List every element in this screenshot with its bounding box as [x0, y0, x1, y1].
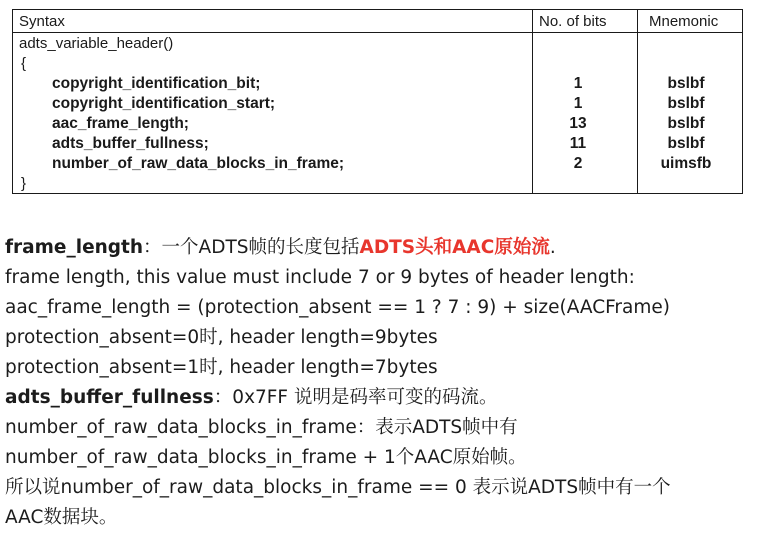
field-bits: 1: [573, 75, 583, 92]
field-bits: 1: [573, 95, 583, 112]
text-line: [5, 383, 671, 413]
text-line: [5, 233, 671, 263]
text-span: .: [549, 237, 556, 258]
text-span: ：0x7FF 说明是码率可变的码流。: [213, 387, 498, 408]
header-bits: No. of bits: [539, 13, 607, 30]
text-line: frame length, this value must include 7 or 9 bytes of header length:: [5, 267, 635, 288]
syntax-table: [12, 9, 743, 194]
text-line: aac_frame_length = (protection_absent == 1 ? 7 : 9) + size(AACFrame): [5, 297, 670, 318]
text-line: AAC数据块。: [5, 507, 118, 528]
field-bits: 2: [573, 155, 583, 172]
description-text: [5, 233, 671, 533]
field-bits: 11: [569, 135, 587, 152]
text-line: number_of_raw_data_blocks_in_frame：表示ADTS帧中有: [5, 417, 518, 438]
text-line: 所以说number_of_raw_data_blocks_in_frame == 0 表示说ADTS帧中有一个: [5, 477, 671, 498]
field-mnemonic: bslbf: [667, 95, 705, 112]
text-line: number_of_raw_data_blocks_in_frame + 1个AAC原始帧。: [5, 447, 527, 468]
field-bits: 13: [569, 115, 587, 132]
term-frame-length: frame_length: [5, 237, 144, 258]
field-mnemonic: bslbf: [667, 135, 705, 152]
table-row: [13, 135, 742, 155]
table-row: [13, 75, 742, 95]
highlight-text: ADTS头和AAC原始流: [359, 237, 550, 258]
open-brace: {: [21, 55, 27, 72]
table-row: [13, 155, 742, 175]
function-name: adts_variable_header(): [19, 35, 174, 52]
table-header: [13, 10, 742, 33]
text-line: protection_absent=0时, header length=9bytes: [5, 327, 438, 348]
field-mnemonic: bslbf: [667, 115, 705, 132]
header-syntax: Syntax: [19, 13, 65, 30]
text-span: ：一个ADTS帧的长度包括: [143, 237, 360, 258]
table-row: [13, 115, 742, 135]
field-name: copyright_identification_bit;: [52, 75, 261, 92]
term-buffer-fullness: adts_buffer_fullness: [5, 387, 214, 408]
field-name: adts_buffer_fullness;: [52, 135, 209, 152]
field-mnemonic: bslbf: [667, 75, 705, 92]
text-line: protection_absent=1时, header length=7bytes: [5, 357, 438, 378]
close-brace: }: [21, 175, 27, 192]
field-name: number_of_raw_data_blocks_in_frame;: [52, 155, 345, 172]
field-mnemonic: uimsfb: [660, 155, 712, 172]
field-name: aac_frame_length;: [52, 115, 189, 132]
field-name: copyright_identification_start;: [52, 95, 276, 112]
table-row: [13, 95, 742, 115]
header-mnemonic: Mnemonic: [649, 13, 719, 30]
